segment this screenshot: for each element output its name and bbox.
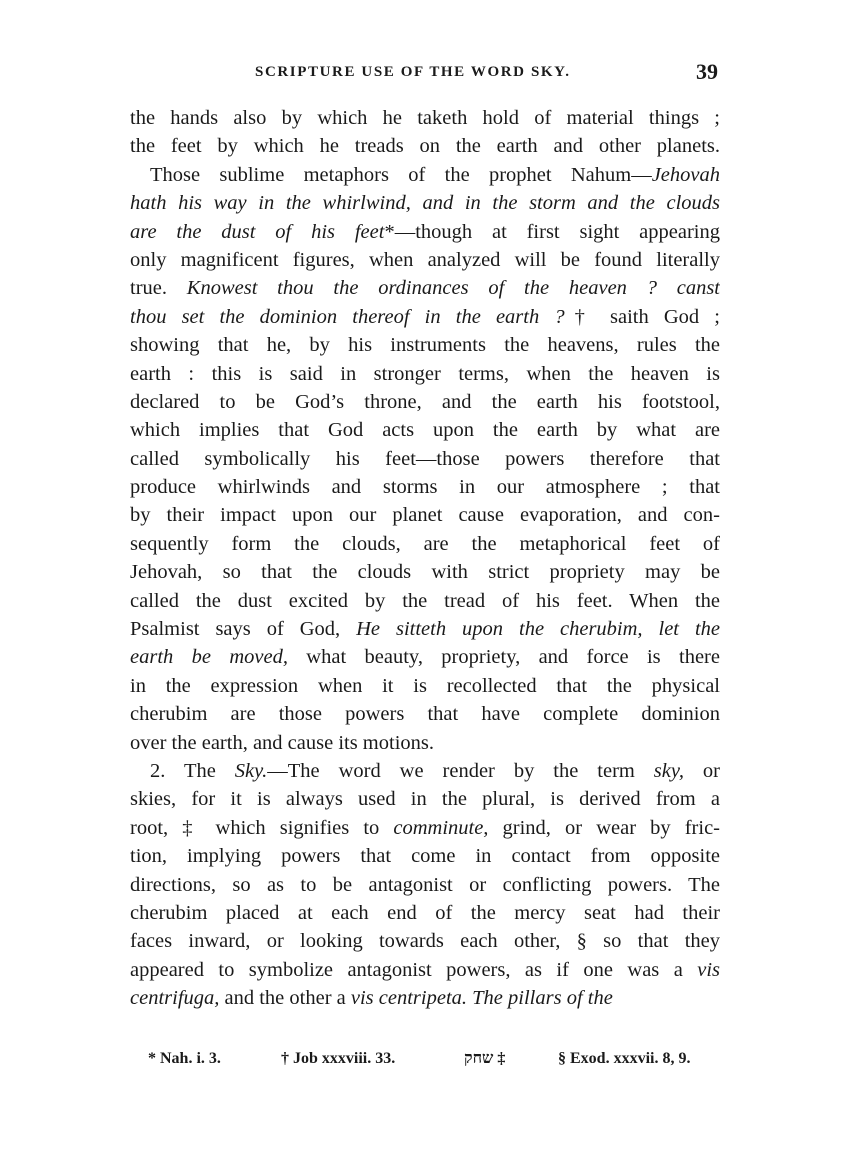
footnote-job: † Job xxxviii. 33.: [281, 1050, 396, 1067]
text-line: [130, 700, 720, 728]
text-run: or: [683, 759, 720, 782]
italic-run: Knowest thou the ordinances of the heaven ? canst: [186, 277, 720, 300]
text-line: [130, 132, 720, 160]
text-line: [130, 388, 720, 416]
italic-run: The pillars of the: [472, 987, 613, 1010]
text-line: [130, 643, 720, 671]
italic-run: He sitteth upon the cherubim, let the: [356, 618, 720, 641]
text-line: [130, 360, 720, 388]
text-line: [130, 672, 720, 700]
italic-run: are the dust of his feet: [130, 220, 385, 243]
text-run: Psalmist says of God,: [130, 618, 357, 641]
body-text: [130, 104, 720, 1013]
text-line: [130, 473, 720, 501]
page-number: 39: [696, 59, 718, 84]
text-run: appeared to symbolize antagonist powers, as if one was a: [130, 958, 698, 981]
italic-run: earth be moved,: [130, 646, 288, 669]
text-line: [130, 416, 720, 444]
text-run: cherubim are those powers that have complete dominion: [130, 703, 720, 726]
text-line: [130, 189, 720, 217]
running-title: SCRIPTURE USE OF THE WORD SKY.: [255, 64, 571, 80]
italic-run: sky,: [653, 759, 684, 782]
text-line: [130, 729, 720, 757]
text-run: declared to be God’s throne, and the earth his footstool,: [130, 390, 720, 413]
italic-run: hath his way in the whirlwind, and in the storm and the clouds: [130, 192, 720, 215]
text-run: tion, implying powers that come in contact from opposite: [130, 845, 720, 868]
text-run: directions, so as to be antagonist or conflicting powers. The: [130, 873, 720, 896]
italic-run: vis: [697, 958, 720, 981]
text-run: the feet by which he treads on the earth and other planets.: [130, 135, 720, 158]
text-line: [130, 927, 720, 955]
text-run: by their impact upon our planet cause evaporation, and con-: [130, 504, 720, 527]
text-run: cherubim placed at each end of the mercy seat had their: [130, 901, 720, 924]
italic-run: Sky.: [234, 759, 268, 782]
text-run: which implies that God acts upon the earth by what are: [130, 419, 720, 442]
text-run: the hands also by which he taketh hold of material things ;: [130, 107, 720, 129]
text-run: 2. The: [150, 759, 235, 782]
text-line: [130, 104, 720, 132]
text-run: grind, or wear by fric-: [488, 816, 720, 839]
text-line: [130, 814, 720, 842]
text-run: only magnificent figures, when analyzed will be found literally: [130, 248, 720, 271]
text-run: —The word we render by the term: [267, 759, 654, 782]
italic-run: thou set the dominion thereof in the earth ?: [130, 305, 565, 328]
text-run: what beauty, propriety, and force is there: [287, 646, 720, 669]
text-line: [130, 161, 720, 189]
text-line: [130, 757, 720, 785]
text-line: [130, 871, 720, 899]
text-line: [130, 501, 720, 529]
text-line: [130, 615, 720, 643]
text-run: and the other a: [219, 987, 351, 1010]
text-run: *—though at first sight appearing: [384, 220, 720, 243]
italic-run: vis centripeta.: [350, 987, 468, 1010]
text-run: skies, for it is always used in the plural, is derived from a: [130, 788, 720, 811]
text-line: [130, 842, 720, 870]
italic-run: Jehovah: [651, 163, 720, 186]
text-run: root, ‡ which signifies to: [130, 816, 394, 839]
italic-run: comminute,: [393, 816, 489, 839]
italic-run: centrifuga,: [130, 987, 220, 1010]
text-run: called the dust excited by the tread of his feet. When the: [130, 589, 720, 612]
running-head: [130, 59, 720, 88]
text-line: [130, 445, 720, 473]
text-line: [130, 303, 720, 331]
text-run: faces inward, or looking towards each other, § so that they: [130, 930, 720, 953]
footnote-hebrew-root: ‡ שחק: [464, 1050, 506, 1067]
text-run: produce whirlwinds and storms in our atmosphere ; that: [130, 476, 720, 499]
footnote-exodus: § Exod. xxxvii. 8, 9.: [558, 1050, 691, 1067]
text-line: [130, 331, 720, 359]
text-line: [130, 558, 720, 586]
text-line: [130, 956, 720, 984]
footnote-nahum: * Nah. i. 3.: [148, 1050, 221, 1067]
text-run: Jehovah, so that the clouds with strict propriety may be: [130, 561, 720, 584]
text-line: [130, 785, 720, 813]
text-run: in the expression when it is recollected that the physical: [130, 674, 720, 697]
text-line: [130, 899, 720, 927]
footnotes: [148, 1050, 720, 1076]
text-run: earth : this is said in stronger terms, when the heaven is: [130, 362, 720, 385]
text-line: [130, 246, 720, 274]
text-run: Those sublime metaphors of the prophet Nahum—: [150, 163, 652, 186]
text-run: sequently form the clouds, are the metaphorical feet of: [130, 532, 720, 555]
text-line: [130, 587, 720, 615]
text-line: [130, 984, 720, 1012]
text-run: over the earth, and cause its motions.: [130, 731, 434, 754]
text-run: showing that he, by his instruments the heavens, rules the: [130, 334, 720, 357]
text-line: [130, 274, 720, 302]
text-line: [130, 530, 720, 558]
text-run: called symbolically his feet—those powers therefore that: [130, 447, 720, 470]
text-run: † saith God ;: [564, 305, 720, 328]
text-line: [130, 218, 720, 246]
text-run: true.: [130, 277, 187, 300]
